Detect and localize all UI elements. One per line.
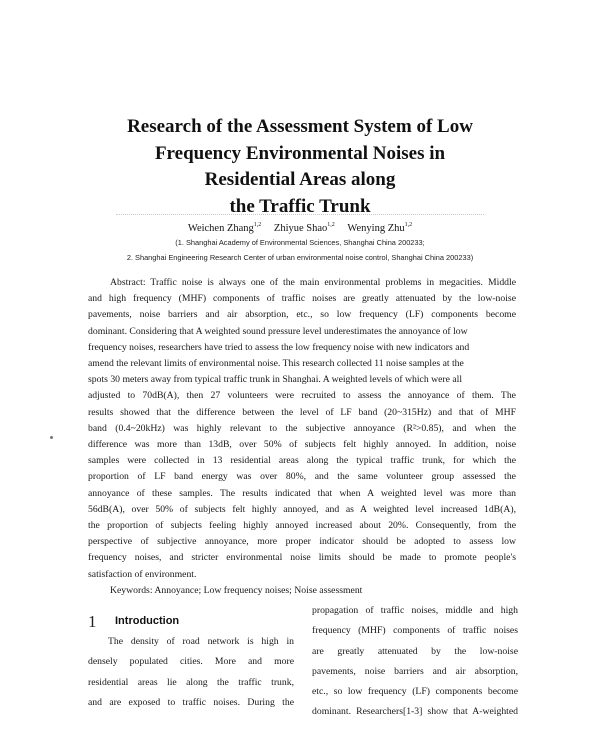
body-line: densely populated cities. More and more	[88, 656, 294, 668]
abstract-line: and high frequency (MHF) components of traffic noises are greatly attenuated by the low-noise	[88, 293, 516, 305]
author: Zhiyue Shao$^{1,2}$	[273, 222, 335, 234]
body-left-column	[88, 632, 294, 713]
body-right-column	[312, 601, 518, 723]
abstract-line: frequency noises, researchers have tried to assess the low frequency noise with new indicators and	[88, 341, 470, 353]
abstract-line: band (0.4~20kHz) was highly relevant to the subjective annoyance (R²>0.85), and when the	[88, 422, 516, 434]
author-list	[60, 222, 540, 234]
abstract-line: difference was more than 13dB, over 50% of subjects felt highly annoyed. In addition, noise	[88, 439, 516, 451]
abstract-line: results showed that the difference between the level of LF band (20~315Hz) and that of MHF	[88, 406, 516, 418]
author: Wenying Zhu$^{1,2}$	[347, 222, 413, 234]
abstract-line: amend the relevant limits of environmental noise. This research collected 11 noise samples at the	[88, 358, 464, 370]
title-line: the Traffic Trunk	[229, 195, 371, 217]
abstract-line: dominant. Considering that A weighted sound pressure level underestimates the annoyance of low	[88, 325, 468, 337]
body-line: dominant. Researchers[1-3] show that A-weighted	[312, 706, 518, 718]
abstract	[88, 275, 516, 599]
body-line: etc., so low frequency (LF) components become	[312, 686, 518, 698]
affiliation: (1. Shanghai Academy of Environmental Sciences, Shanghai China 200233;	[175, 238, 425, 247]
abstract-line: adjusted to 70dB(A), then 27 volunteers were recruited to assess the annoyance of them. The	[88, 390, 516, 402]
title-line: Research of the Assessment System of Low	[127, 116, 473, 137]
title-separator	[116, 214, 484, 215]
body-line: and are exposed to traffic noises. During the	[88, 696, 294, 708]
body-line: frequency (MHF) components of traffic noises	[312, 625, 518, 637]
abstract-line: 56dB(A), over 50% of subjects felt highly annoyed, and as A weighted level increased 1dB(A),	[88, 503, 516, 515]
abstract-line: annoyance of these samples. The results indicated that when A weighted level was more than	[88, 487, 516, 499]
section-number: 1	[88, 612, 97, 631]
abstract-line: the proportion of subjects feeling highly annoyed increased about 20%. Consequently, from the	[88, 520, 516, 532]
abstract-line: Abstract: Traffic noise is always one of the main environmental problems in megacities. Middle	[110, 277, 516, 288]
body-line: are greatly attenuated by the low-noise	[312, 645, 518, 657]
abstract-line: pavements, noise barriers and air absorption, etc., so low frequency (LF) components become	[88, 309, 516, 321]
author: Weichen Zhang$^{1,2}$	[187, 222, 262, 234]
abstract-line: frequency noises, and stricter environmental noise limits should be made to promote people's	[88, 552, 516, 564]
affiliation: 2. Shanghai Engineering Research Center of urban environmental noise control, Shanghai China 200233)	[126, 253, 474, 262]
body-line: propagation of traffic noises, middle and high	[312, 605, 518, 616]
paper-title	[60, 114, 540, 220]
body-line: residential areas lie along the traffic trunk,	[88, 676, 294, 688]
abstract-line: satisfaction of environment.	[88, 568, 197, 580]
keywords: Keywords: Annoyance; Low frequency noises; Noise assessment	[110, 584, 363, 596]
body-line: pavements, noise barriers and air absorption,	[312, 665, 518, 677]
title-line: Residential Areas along	[204, 169, 396, 190]
body-line: The density of road network is high in	[108, 636, 294, 647]
abstract-line: perspective of subjective annoyance, more proper indicator should be adopted to assess low	[88, 536, 516, 548]
title-line: Frequency Environmental Noises in	[154, 142, 446, 164]
margin-dot	[50, 436, 53, 439]
section-title: Introduction	[115, 615, 180, 627]
abstract-line: proportion of LF band energy was over 80%, and the same volunteer group assessed the	[88, 471, 516, 483]
abstract-line: samples were collected in 13 residential areas along the typical traffic trunk, for which the	[88, 455, 516, 467]
abstract-line: spots 30 meters away from typical traffic trunk in Shanghai. A weighted levels of which were all	[88, 374, 463, 386]
